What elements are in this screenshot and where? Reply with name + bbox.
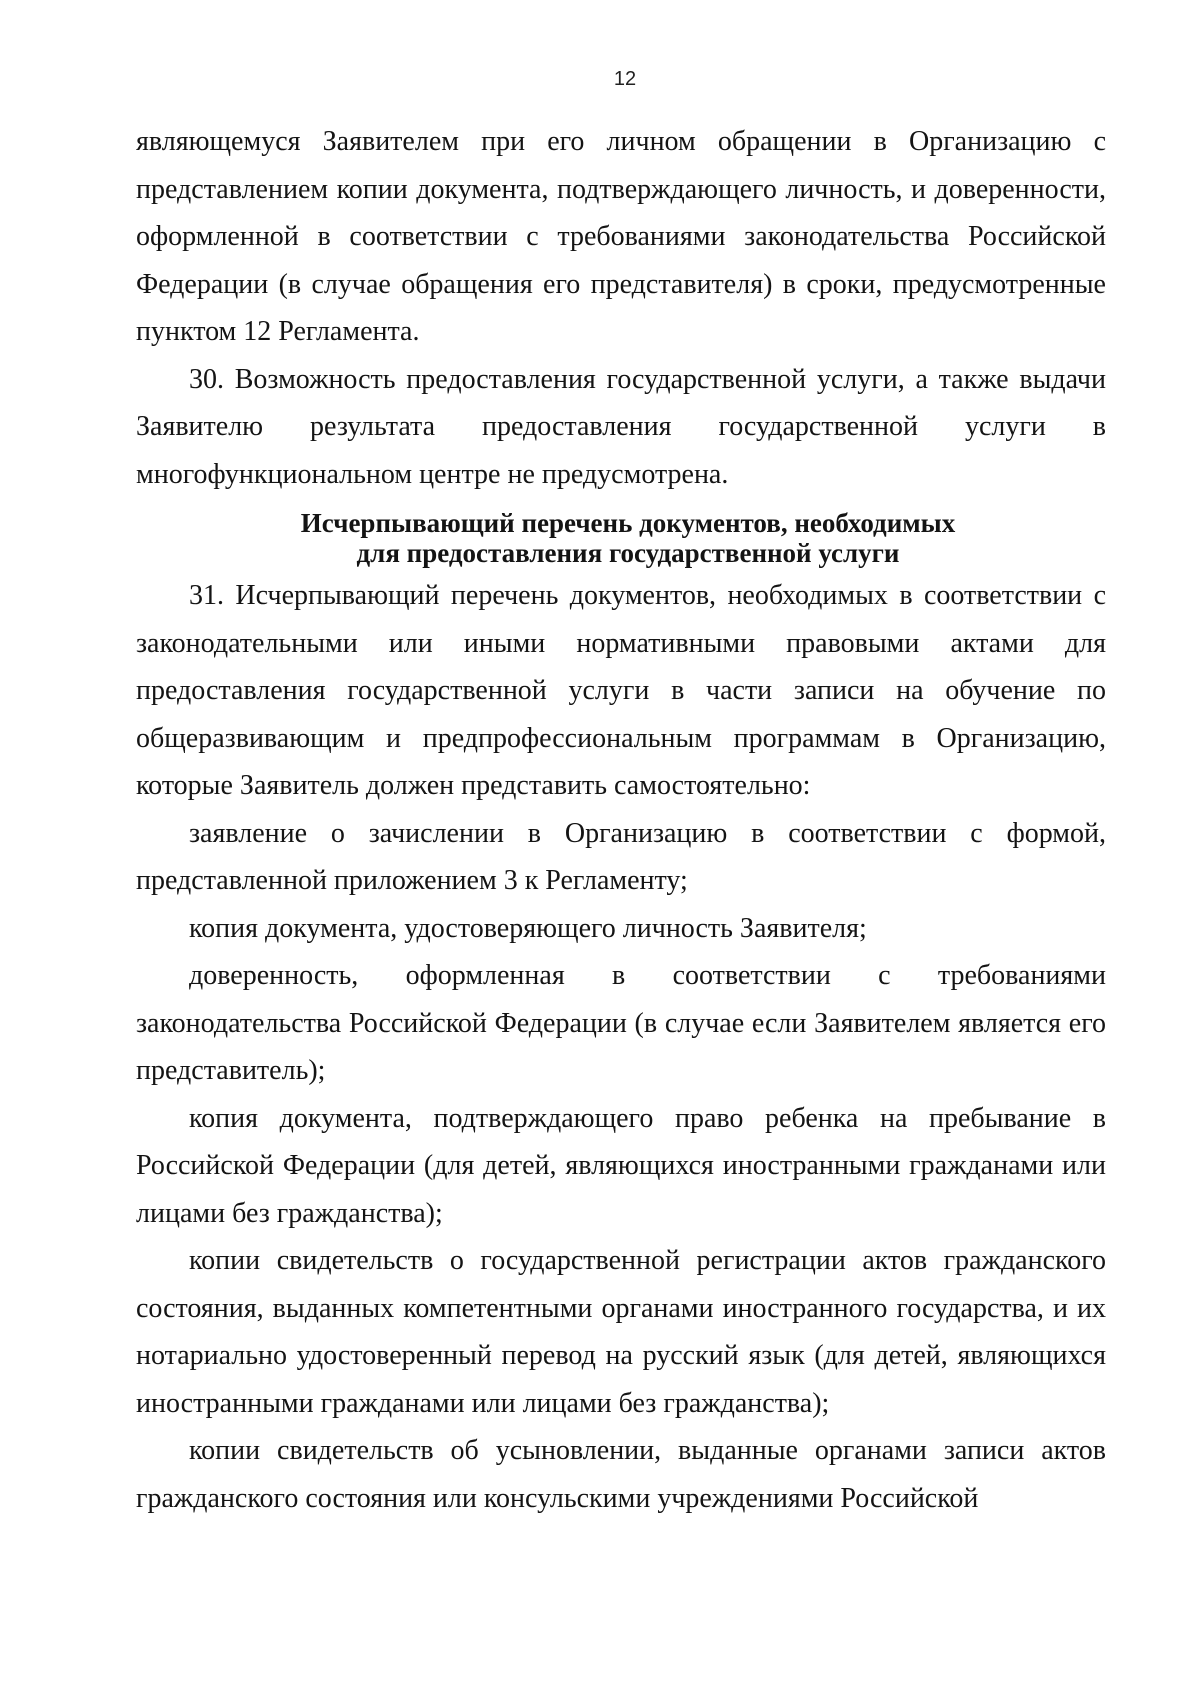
paragraph-continuation: являющемуся Заявителем при его личном обращении в Организацию с представлением копии документа, подтверждающего личность, и доверенности, оформленной в соответствии с требованиями законодательства Российской Федерации (в случае обращения его представителя) в сроки, предусмотренные пунктом 12 Регламента. xyxy=(136,126,1106,347)
paragraph-31: 31. Исчерпывающий перечень документов, необходимых в соответствии с законодательными или иными нормативными правовыми актами для предоставления государственной услуги в части записи на обучение по общеразвивающим и предпрофессиональным программам в Организацию, которые Заявитель должен представить самостоятельно: xyxy=(136,580,1106,801)
paragraph-30: 30. Возможность предоставления государственной услуги, а также выдачи Заявителю результата предоставления государственной услуги в многофункциональном центре не предусмотрена. xyxy=(136,363,1106,490)
section-heading-line-2: для предоставления государственной услуги xyxy=(356,538,900,568)
list-item-power-of-attorney: доверенность, оформленная в соответствии с требованиями законодательства Российской Федерации (в случае если Заявителем является его представитель); xyxy=(136,960,1106,1086)
list-item-civil-registration: копии свидетельств о государственной регистрации актов гражданского состояния, выданных компетентными органами иностранного государства, и их нотариально удостоверенный перевод на русский язык (для детей, являющихся иностранными гражданами или лицами без гражданства); xyxy=(136,1245,1106,1419)
list-item-adoption-certificates: копии свидетельств об усыновлении, выданные органами записи актов гражданского состояния или консульскими учреждениями Российской xyxy=(136,1435,1106,1514)
section-heading-line-1: Исчерпывающий перечень документов, необходимых xyxy=(300,508,956,538)
list-item-application: заявление о зачислении в Организацию в соответствии с формой, представленной приложением 3 к Регламенту; xyxy=(136,817,1106,896)
page-number: 12 xyxy=(613,68,637,90)
document-body xyxy=(136,118,1106,1522)
section-heading xyxy=(136,508,1106,568)
list-item-residence-right: копия документа, подтверждающего право ребенка на пребывание в Российской Федерации (для детей, являющихся иностранными гражданами или лицами без гражданства); xyxy=(136,1102,1106,1229)
list-item-identity-copy: копия документа, удостоверяющего личность Заявителя; xyxy=(189,912,867,944)
